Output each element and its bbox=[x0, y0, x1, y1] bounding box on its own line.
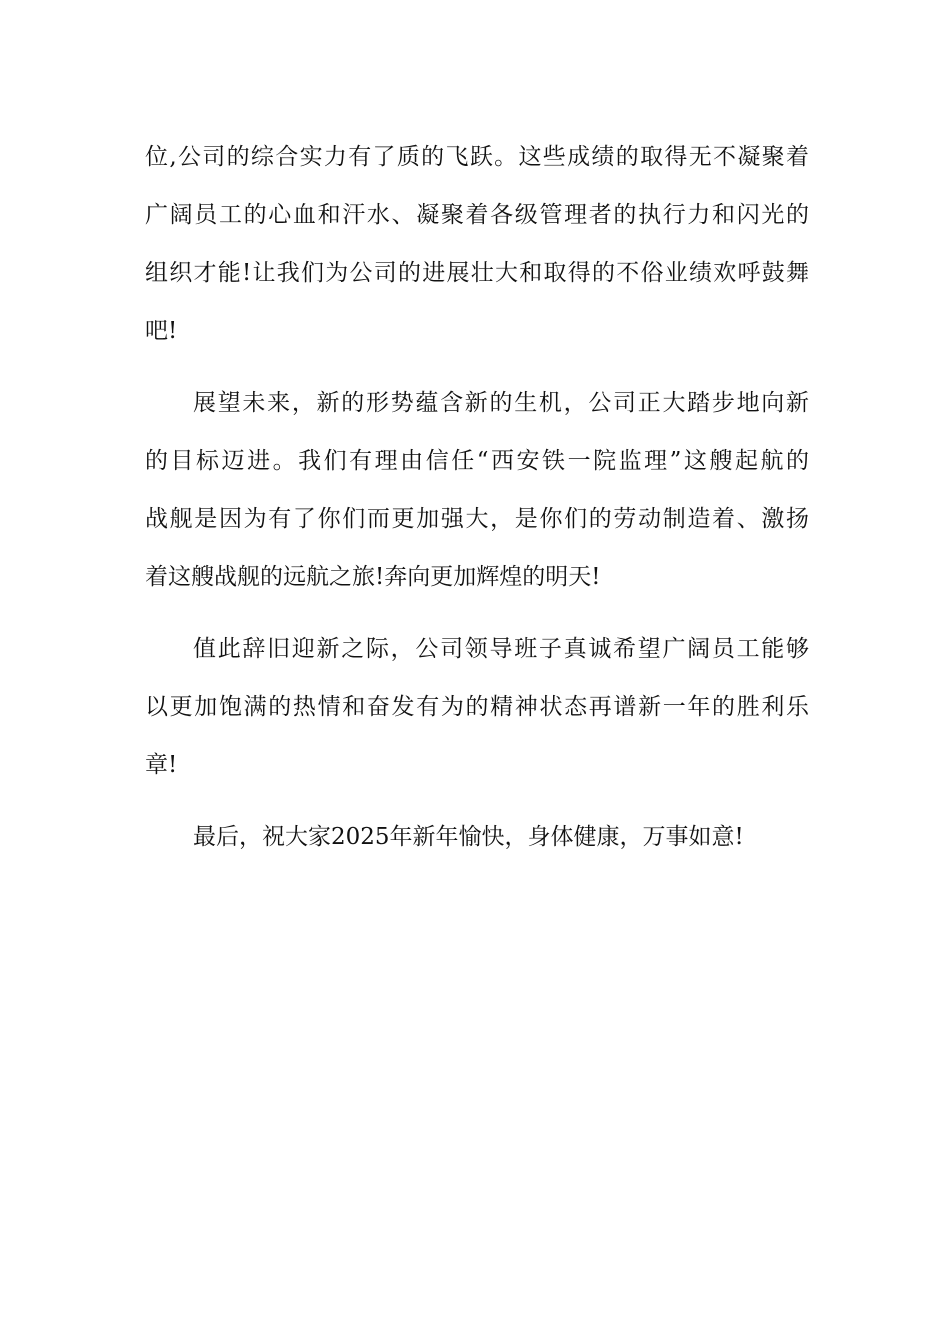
paragraph-line: 吧! bbox=[145, 318, 178, 344]
paragraph-spacer bbox=[145, 606, 809, 620]
paragraph-4 bbox=[145, 808, 809, 866]
paragraph-1 bbox=[145, 128, 809, 360]
paragraph-line: 最后，祝大家2025年新年愉快，身体健康，万事如意! bbox=[193, 824, 744, 850]
paragraph-spacer bbox=[145, 360, 809, 374]
paragraph-line: 章! bbox=[145, 752, 178, 778]
paragraph-line: 以更加饱满的热情和奋发有为的精神状态再谱新一年的胜利乐 bbox=[145, 694, 809, 720]
paragraph-line: 的目标迈进。我们有理由信任“西安铁一院监理”这艘起航的 bbox=[145, 448, 809, 474]
paragraph-line: 位,公司的综合实力有了质的飞跃。这些成绩的取得无不凝聚着 bbox=[145, 144, 809, 170]
paragraph-spacer bbox=[145, 794, 809, 808]
paragraph-line: 着这艘战舰的远航之旅!奔向更加辉煌的明天! bbox=[145, 564, 601, 590]
paragraph-line: 组织才能!让我们为公司的进展壮大和取得的不俗业绩欢呼鼓舞 bbox=[145, 260, 809, 286]
paragraph-3 bbox=[145, 620, 809, 794]
document-body bbox=[145, 128, 809, 866]
paragraph-line: 值此辞旧迎新之际，公司领导班子真诚希望广阔员工能够 bbox=[193, 636, 809, 662]
paragraph-line: 广阔员工的心血和汗水、凝聚着各级管理者的执行力和闪光的 bbox=[145, 202, 809, 228]
paragraph-2 bbox=[145, 374, 809, 606]
paragraph-line: 战舰是因为有了你们而更加强大，是你们的劳动制造着、激扬 bbox=[145, 506, 809, 532]
paragraph-line: 展望未来，新的形势蕴含新的生机，公司正大踏步地向新 bbox=[193, 390, 809, 416]
